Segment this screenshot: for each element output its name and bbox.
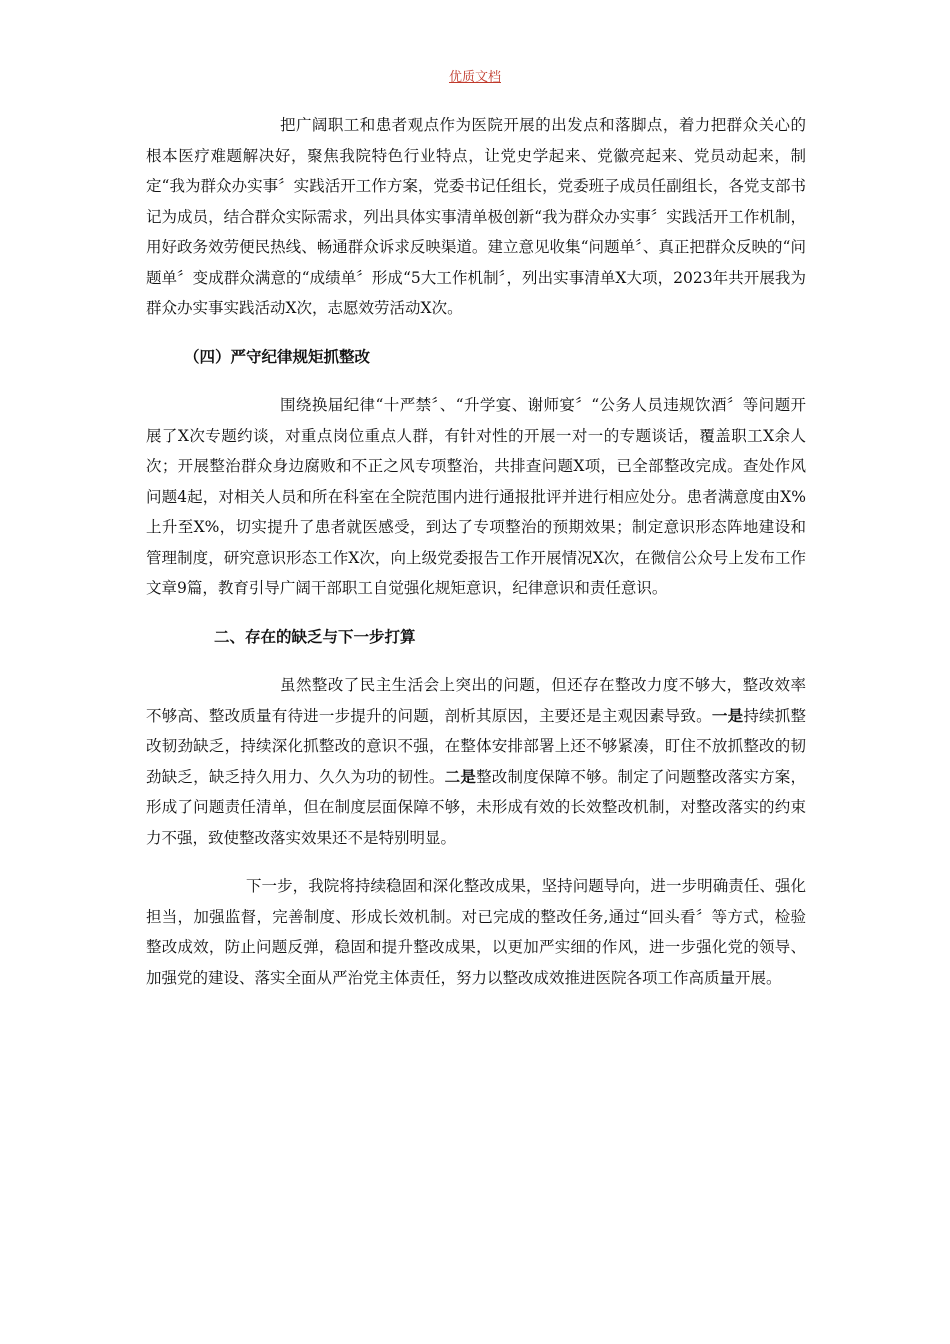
section-heading-discipline: （四）严守纪律规矩抓整改 (184, 346, 371, 366)
paragraph-next-steps: 下一步，我院将持续稳固和深化整改成果，坚持问题导向，进一步明确责任、强化担当，加强监督，完善制度、形成长效机制。对已完成的整改任务,通过“回头看〞等方式，检验整改成效，防止问题反弹，稳固和提升整改成果，以更加严实细的作风，进一步强化党的领导、加强党的建设、落实全面从严治党主体责任，努力以整改成效推进医院各项工作高质量开展。 (146, 877, 806, 987)
paragraph-shortcomings (146, 670, 806, 853)
shortcomings-intro: 虽然整改了民主生活会上突出的问题，但还存在整改力度不够大，整改效率不够高、整改质量有待进一步提升的问题，剖析其原因，主要还是主观因素导致。 (146, 676, 806, 725)
paragraph-discipline-rectification: 围绕换届纪律“十严禁〞、“升学宴、谢师宴〞“公务人员违规饮酒〞等问题开展了X次专题约谈，对重点岗位重点人群，有针对性的开展一对一的专题谈话，覆盖职工X余人次；开展整治群众身边腐败和不正之风专项整治，共排查问题X项，已全部整改完成。查处作风问题4起，对相关人员和所在科室在全院范围内进行通报批评并进行相应处分。患者满意度由X%上升至X%，切实提升了患者就医感受，到达了专项整治的预期效果；制定意识形态阵地建设和管理制度，研究意识形态工作X次，向上级党委报告工作开展情况X次，在微信公众号上发布工作文章9篇，教育引导广阔干部职工自觉强化规矩意识，纪律意识和责任意识。 (146, 396, 806, 597)
section-heading-shortcomings-plan: 二、存在的缺乏与下一步打算 (214, 626, 416, 646)
document-body (146, 110, 806, 993)
shortcomings-first: 持续抓整改韧劲缺乏，持续深化抓整改的意识不强，在整体安排部署上还不够紧凑，盯住不放抓整改的韧劲缺乏，缺乏持久用力、久久为功的韧性。 (146, 706, 806, 786)
bold-marker-first: 一是 (711, 705, 744, 725)
bold-marker-second: 二是 (444, 766, 477, 786)
header-watermark-link[interactable]: 优质文档 (448, 70, 501, 85)
paragraph-service-mechanism: 把广阔职工和患者观点作为医院开展的出发点和落脚点，着力把群众关心的根本医疗难题解决好，聚焦我院特色行业特点，让党史学起来、党徽亮起来、党员动起来，制定“我为群众办实事〞实践活开工作方案，党委书记任组长，党委班子成员任副组长，各党支部书记为成员，结合群众实际需求，列出具体实事清单极创新“我为群众办实事〞实践活开工作机制，用好政务效劳便民热线、畅通群众诉求反映渠道。建立意见收集“问题单〞、真正把群众反映的“问题单〞变成群众满意的“成绩单〞形成“5大工作机制〞，列出实事清单X大项，2023年共开展我为群众办实事实践活动X次，志愿效劳活动X次。 (146, 116, 806, 317)
shortcomings-second: 整改制度保障不够。制定了问题整改落实方案，形成了问题责任清单，但在制度层面保障不够，未形成有效的长效整改机制，对整改落实的约束力不强，致使整改落实效果还不是特别明显。 (146, 767, 806, 847)
